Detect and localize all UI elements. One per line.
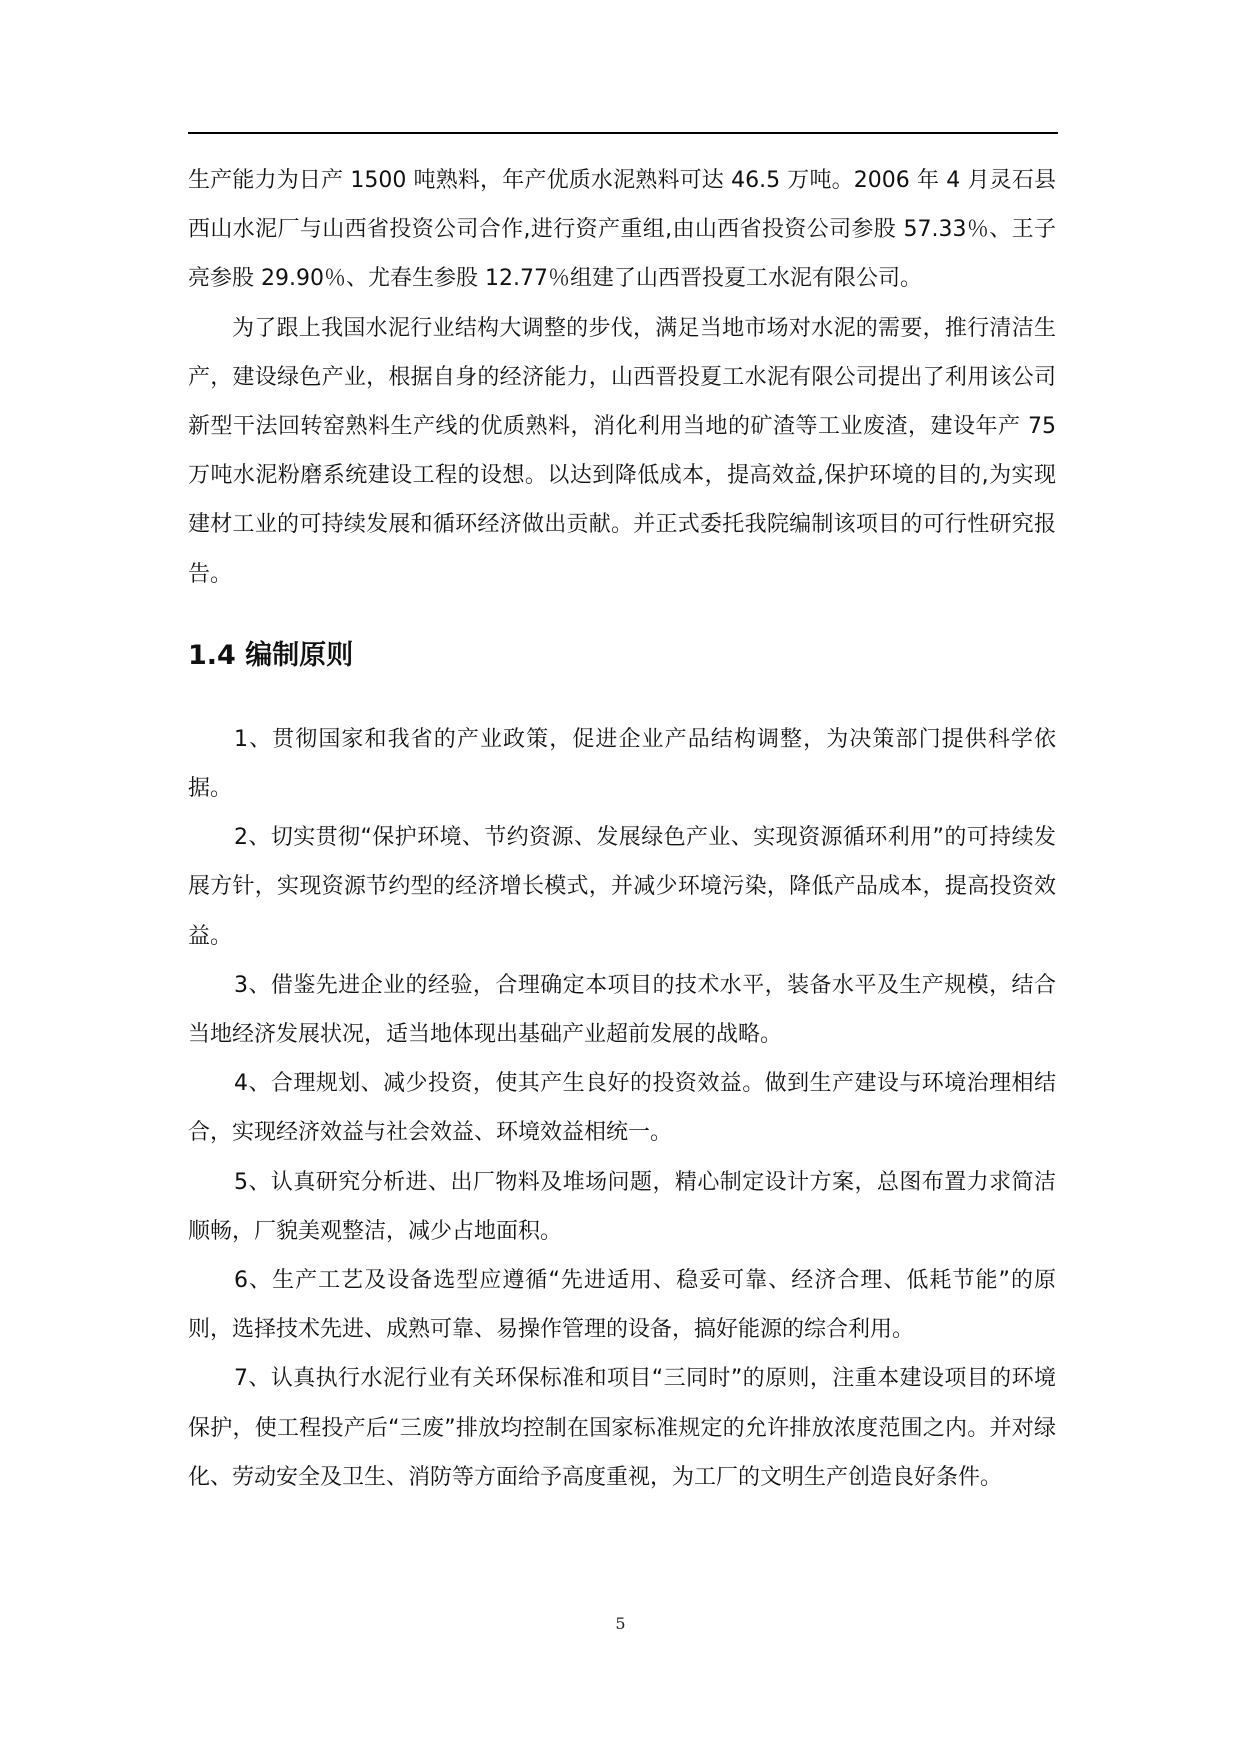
document-body bbox=[188, 156, 1056, 1502]
principle-item-7: 7、认真执行水泥行业有关环保标准和项目“三同时”的原则，注重本建设项目的环境保护，使工程投产后“三废”排放均控制在国家标准规定的允许排放浓度范围之内。并对绿化、劳动安全及卫生、消防等方面给予高度重视，为工厂的文明生产创造良好条件。 bbox=[188, 1366, 1056, 1490]
principle-item-6: 6、生产工艺及设备选型应遵循“先进适用、稳妥可靠、经济合理、低耗节能”的原则，选择技术先进、成熟可靠、易操作管理的设备，搞好能源的综合利用。 bbox=[188, 1268, 1056, 1343]
header-rule bbox=[188, 132, 1058, 134]
intro-paragraph-1: 生产能力为日产 1500 吨熟料，年产优质水泥熟料可达 46.5 万吨。2006 年 4 月灵石县西山水泥厂与山西省投资公司合作,进行资产重组,由山西省投资公司参股 57.33％、王子亮参股 29.90％、尤春生参股 12.77％组建了山西晋投夏工水泥有限公司。 bbox=[188, 168, 1056, 292]
page-number: 5 bbox=[615, 1614, 626, 1633]
principles-list bbox=[188, 715, 1056, 1502]
principle-item-3: 3、借鉴先进企业的经验，合理确定本项目的技术水平，装备水平及生产规模，结合当地经济发展状况，适当地体现出基础产业超前发展的战略。 bbox=[188, 972, 1056, 1048]
intro-paragraph-2: 为了跟上我国水泥行业结构大调整的步伐，满足当地市场对水泥的需要，推行清洁生产，建设绿色产业，根据自身的经济能力，山西晋投夏工水泥有限公司提出了利用该公司新型干法回转窑熟料生产线的优质熟料，消化利用当地的矿渣等工业废渣，建设年产 75 万吨水泥粉磨系统建设工程的设想。以达到降低成本，提高效益,保护环境的目的,为实现建材工业的可持续发展和循环经济做出贡献。并正式委托我院编制该项目的可行性研究报告。 bbox=[188, 315, 1056, 587]
principle-item-5: 5、认真研究分析进、出厂物料及堆场问题，精心制定设计方案，总图布置力求简洁顺畅，厂貌美观整洁，减少占地面积。 bbox=[188, 1169, 1056, 1244]
section-heading: 1.4 编制原则 bbox=[188, 639, 354, 671]
principle-item-2: 2、切实贯彻“保护环境、节约资源、发展绿色产业、实现资源循环利用”的可持续发展方针，实现资源节约型的经济增长模式，并减少环境污染，降低产品成本，提高投资效益。 bbox=[188, 825, 1056, 949]
principle-item-4: 4、合理规划、减少投资，使其产生良好的投资效益。做到生产建设与环境治理相结合，实现经济效益与社会效益、环境效益相统一。 bbox=[188, 1071, 1056, 1146]
principle-item-1: 1、贯彻国家和我省的产业政策，促进企业产品结构调整，为决策部门提供科学依据。 bbox=[188, 726, 1056, 802]
